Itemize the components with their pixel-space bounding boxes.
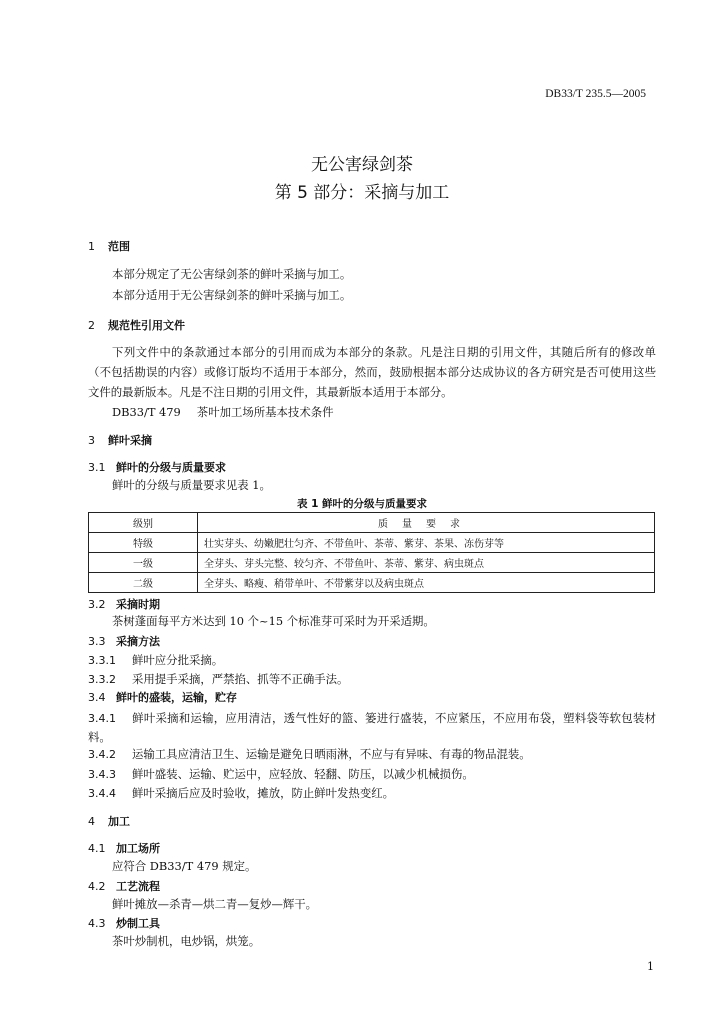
section-title: 炒制工具 (116, 917, 160, 930)
table-header-grade: 级别 (89, 513, 198, 533)
requirement-cell: 壮实芽头、幼嫩肥壮匀齐、不带鱼叶、茶蒂、紫芽、茶果、冻伤芽等 (198, 533, 655, 553)
document-subtitle: 第 5 部分：采摘与加工 (274, 183, 450, 203)
clause-3-3-1 (88, 652, 223, 668)
clause-3-4-2 (88, 746, 531, 762)
scope-paragraph-1: 本部分规定了无公害绿剑茶的鲜叶采摘与加工。 (112, 267, 352, 281)
reference-code: DB33/T 479 (112, 405, 181, 419)
clause-3-4-3 (88, 766, 474, 782)
section-4-3-text: 茶叶炒制机，电炒锅，烘笼。 (112, 934, 261, 948)
clause-3-4-4 (88, 785, 394, 801)
section-3-3-heading (88, 633, 160, 649)
section-4-1-heading (88, 840, 160, 856)
section-4-3-heading (88, 915, 160, 931)
requirement-cell: 全芽头、略瘦、稍带单叶、不带紫芽以及病虫斑点 (198, 573, 655, 593)
table-row (89, 533, 655, 553)
reference-title: 茶叶加工场所基本技术条件 (196, 405, 334, 419)
references-paragraph: 下列文件中的条款通过本部分的引用而成为本部分的条款。凡是注日期的引用文件，其随后所有的修改单（不包括勘误的内容）或修订版均不适用于本部分，然而，鼓励根据本部分达成协议的各方研究是否可使用这些文件的最新版本。凡是不注日期的引用文件，其最新版本适用于本部分。 (88, 345, 656, 399)
section-3-heading (88, 432, 152, 448)
clause-text: 采用提手采摘，严禁掐、抓等不正确手法。 (132, 672, 349, 686)
clause-3-3-2 (88, 671, 348, 687)
section-title: 鲜叶的分级与质量要求 (116, 461, 226, 474)
section-3-1-text: 鲜叶的分级与质量要求见表 1。 (112, 478, 271, 492)
section-title: 采摘方法 (116, 635, 160, 648)
reference-item (112, 404, 334, 420)
table-caption: 表 1 鲜叶的分级与质量要求 (296, 498, 428, 510)
section-title: 范围 (108, 240, 130, 253)
document-title: 无公害绿剑茶 (311, 155, 413, 175)
clause-3-4-1 (88, 709, 656, 747)
section-number: 3.1 (88, 461, 106, 474)
section-3-4-heading (88, 689, 237, 705)
section-number: 3.4 (88, 691, 106, 704)
grade-cell: 特级 (89, 533, 198, 553)
clause-number: 3.4.1 (88, 712, 116, 725)
section-number: 3.2 (88, 598, 106, 611)
section-4-2-heading (88, 878, 160, 894)
section-title: 加工场所 (116, 842, 160, 855)
section-title: 加工 (108, 815, 130, 828)
scope-paragraph-2: 本部分适用于无公害绿剑茶的鲜叶采摘与加工。 (112, 288, 352, 302)
section-title: 鲜叶的盛装，运输，贮存 (116, 691, 237, 704)
section-4-2-text: 鲜叶摊放—杀青—烘二青—复炒—辉干。 (112, 897, 318, 911)
clause-number: 3.3.1 (88, 654, 116, 667)
section-3-2-text: 茶树蓬面每平方米达到 10 个~15 个标准芽可采时为开采适期。 (112, 614, 435, 628)
section-number: 1 (88, 240, 95, 253)
grade-cell: 一级 (89, 553, 198, 573)
section-number: 3.3 (88, 635, 106, 648)
standard-code: DB33/T 235.5—2005 (545, 88, 646, 100)
requirement-cell: 全芽头、芽头完整、较匀齐、不带鱼叶、茶蒂、紫芽、病虫斑点 (198, 553, 655, 573)
clause-text: 运输工具应清洁卫生、运输是避免日晒雨淋，不应与有异味、有毒的物品混装。 (132, 747, 531, 761)
clause-number: 3.4.4 (88, 787, 116, 800)
section-number: 3 (88, 434, 95, 447)
table-row (89, 573, 655, 593)
section-4-1-text: 应符合 DB33/T 479 规定。 (112, 859, 257, 873)
section-number: 2 (88, 319, 95, 332)
section-title: 规范性引用文件 (108, 319, 185, 332)
clause-text: 鲜叶盛装、运输、贮运中，应轻放、轻翻、防压，以减少机械损伤。 (132, 767, 474, 781)
section-3-1-heading (88, 459, 226, 475)
clause-text: 鲜叶采摘后应及时验收，摊放，防止鲜叶发热变红。 (132, 786, 394, 800)
section-number: 4.2 (88, 880, 106, 893)
section-3-2-heading (88, 596, 160, 612)
clause-text: 鲜叶应分批采摘。 (132, 653, 224, 667)
section-number: 4 (88, 815, 95, 828)
grade-cell: 二级 (89, 573, 198, 593)
table-header-requirement: 质量要求 (198, 513, 655, 533)
clause-text: 鲜叶采摘和运输，应用清洁，透气性好的篮、篓进行盛装，不应紧压，不应用布袋，塑料袋等软包装材料。 (88, 711, 656, 744)
section-2-heading (88, 317, 185, 333)
page-number: 1 (647, 960, 654, 973)
section-number: 4.3 (88, 917, 106, 930)
clause-number: 3.4.2 (88, 748, 116, 761)
clause-number: 3.4.3 (88, 768, 116, 781)
section-title: 采摘时期 (116, 598, 160, 611)
section-4-heading (88, 813, 130, 829)
table-header-row (89, 513, 655, 533)
section-number: 4.1 (88, 842, 106, 855)
clause-number: 3.3.2 (88, 673, 116, 686)
grade-quality-table (88, 512, 655, 593)
section-1-heading (88, 238, 130, 254)
section-title: 鲜叶采摘 (108, 434, 152, 447)
section-title: 工艺流程 (116, 880, 160, 893)
table-row (89, 553, 655, 573)
